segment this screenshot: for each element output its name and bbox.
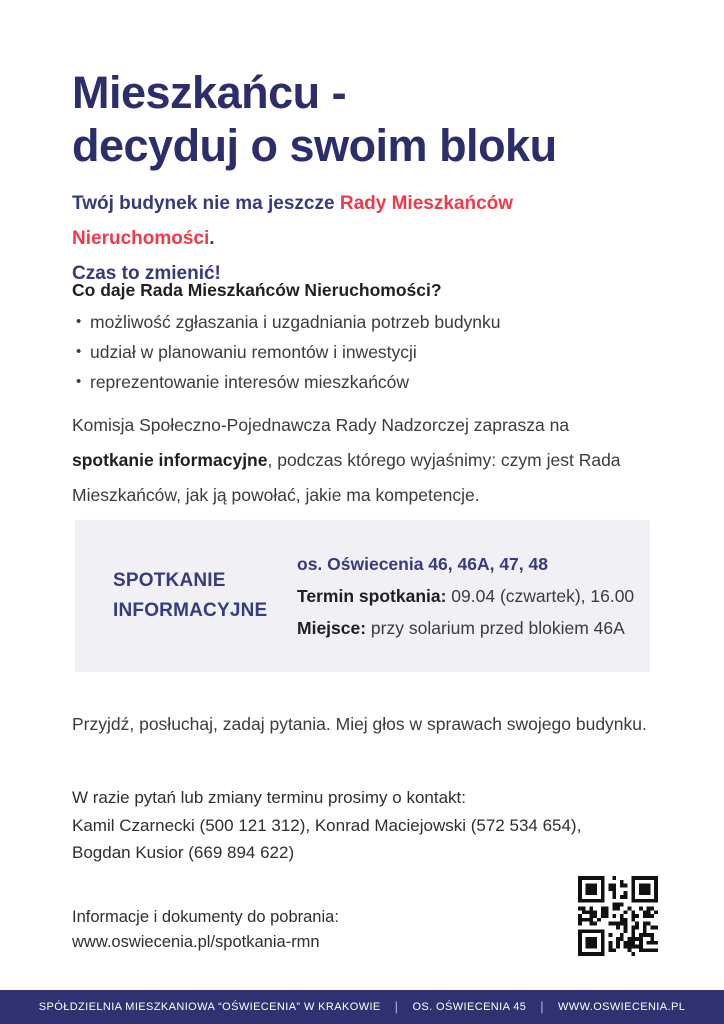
- download-info: [72, 905, 654, 955]
- contact-names-line1: Kamil Czarnecki (500 121 312), Konrad Maciejowski (572 534 654),: [72, 815, 582, 835]
- subtitle: [72, 186, 654, 291]
- download-label: Informacje i dokumenty do pobrania:: [72, 908, 339, 926]
- meeting-place-label: Miejsce:: [297, 618, 367, 638]
- contact-names-line2: Bogdan Kusior (669 894 622): [72, 843, 295, 862]
- page-title-line1: Mieszkańcu -: [72, 67, 347, 118]
- invitation-paragraph: [72, 408, 654, 513]
- meeting-place-row: [297, 612, 650, 644]
- benefits-list: [72, 307, 654, 397]
- benefits-heading: Co daje Rada Mieszkańców Nieruchomości?: [72, 280, 442, 300]
- subtitle-highlight: Rady Mieszkańców Nieruchomości: [72, 193, 514, 249]
- footer-separator: |: [394, 998, 399, 1014]
- download-url: www.oswiecenia.pl/spotkania-rmn: [72, 933, 320, 951]
- meeting-box-label: [75, 566, 297, 626]
- meeting-date-row: [297, 580, 650, 612]
- invitation-text-after: , podczas którego wyjaśnimy: czym jest Rada Mieszkańców, jak ją powołać, jakie ma kompetencje.: [72, 450, 621, 505]
- subtitle-line2: Czas to zmienić!: [72, 263, 221, 284]
- page-title-line2: decyduj o swoim bloku: [72, 120, 557, 171]
- invitation-bold: spotkanie informacyjne: [72, 450, 268, 470]
- meeting-label-line1: SPOTKANIE: [113, 570, 226, 591]
- footer-website: WWW.OSWIECENIA.PL: [558, 1001, 686, 1013]
- contact-block: [72, 784, 654, 867]
- meeting-info-box: [75, 520, 650, 672]
- meeting-details: [297, 548, 650, 644]
- contact-intro: W razie pytań lub zmiany terminu prosimy o kontakt:: [72, 788, 466, 807]
- invitation-text-before: Komisja Społeczno-Pojednawcza Rady Nadzorczej zaprasza na: [72, 415, 570, 435]
- meeting-label-line2: INFORMACYJNE: [113, 600, 268, 621]
- qr-code-icon: [578, 876, 658, 956]
- meeting-date-label: Termin spotkania:: [297, 586, 447, 606]
- meeting-address: os. Oświecenia 46, 46A, 47, 48: [297, 554, 548, 574]
- cta-text: Przyjdź, posłuchaj, zadaj pytania. Miej głos w sprawach swojego budynku.: [72, 714, 647, 734]
- benefit-item: • możliwość zgłaszania i uzgadniania potrzeb budynku: [72, 307, 654, 337]
- qr-code-svg: [578, 876, 658, 956]
- footer-separator: |: [540, 998, 545, 1014]
- benefit-item: • udział w planowaniu remontów i inwestycji: [72, 337, 654, 367]
- footer-address: OS. OŚWIECENIA 45: [412, 1001, 527, 1013]
- subtitle-prefix: Twój budynek nie ma jeszcze: [72, 193, 340, 214]
- footer-org: SPÓŁDZIELNIA MIESZKANIOWA “OŚWIECENIA” W KRAKOWIE: [38, 1001, 381, 1013]
- page-title: [72, 66, 654, 172]
- benefit-item: • reprezentowanie interesów mieszkańców: [72, 367, 654, 397]
- meeting-place-value: przy solarium przed blokiem 46A: [366, 618, 625, 638]
- subtitle-period: .: [209, 228, 215, 249]
- meeting-date-value: 09.04 (czwartek), 16.00: [446, 586, 635, 606]
- footer-bar: [0, 990, 724, 1024]
